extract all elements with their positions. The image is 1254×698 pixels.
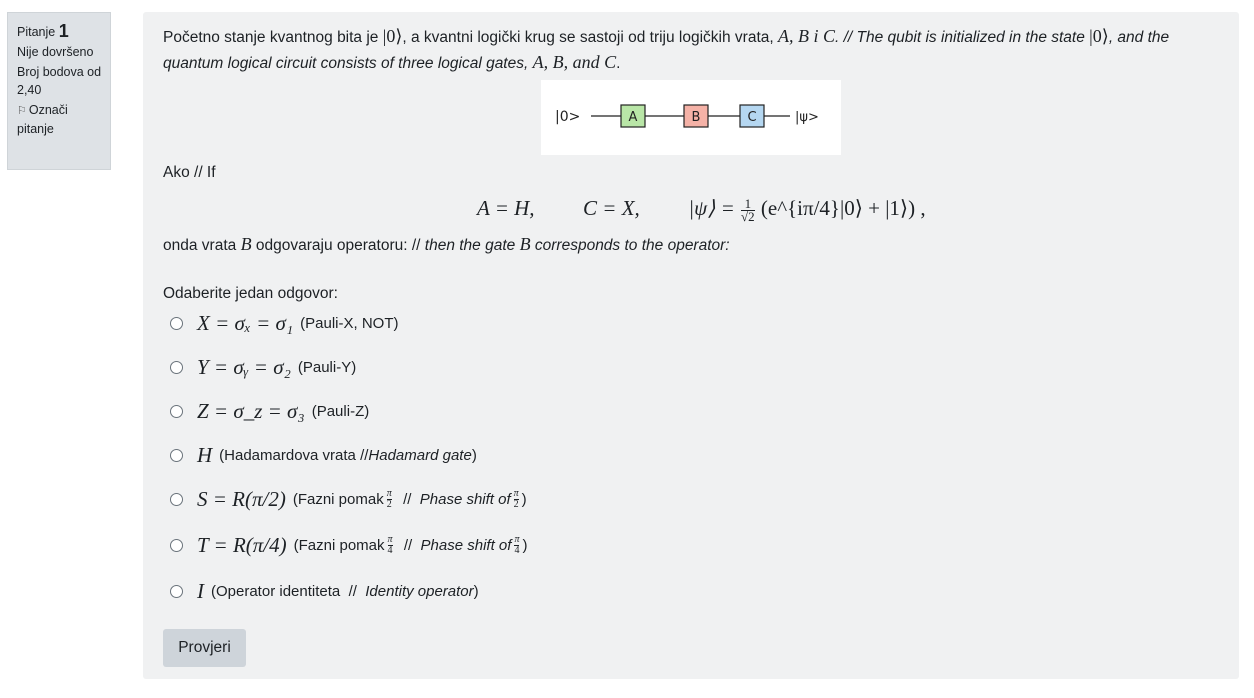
circuit-svg xyxy=(541,80,841,155)
flag-label: Označi pitanje xyxy=(17,103,68,136)
circuit-diagram xyxy=(541,80,841,155)
answer-prompt: Odaberite jedan odgovor: xyxy=(163,285,338,302)
answer-option-i[interactable]: I (Operator identiteta // Identity operator ) xyxy=(170,579,479,603)
pi-fraction: $\frac{\pi}{2}$ xyxy=(513,487,519,510)
question-prompt-text: onda vrata B odgovaraju operatoru: // then the gate B corresponds to the operator: xyxy=(163,234,730,254)
radio-button[interactable] xyxy=(170,361,183,374)
question-marks: Broj bodova od 2,40 xyxy=(17,65,102,97)
one-over-sqrt2: $\frac{1}{√2}$ xyxy=(741,195,755,224)
pi-fraction: $\frac{\pi}{2}$ xyxy=(386,487,392,510)
circuit-output-label: |ψ> xyxy=(795,110,819,125)
gate-c-label: C xyxy=(747,110,757,125)
answer-option-s[interactable]: S = R(π/2) (Fazni pomak $\frac{\pi}{2}$ // Phase shift of $\frac{\pi}{2}$ ) xyxy=(170,487,527,511)
gate-b-label: B xyxy=(691,110,701,125)
answer-option-t[interactable]: T = R(π/4) (Fazni pomak $\frac{\pi}{4}$ // Phase shift of $\frac{\pi}{4}$ ) xyxy=(170,533,527,557)
question-state: Nije dovršeno xyxy=(17,45,94,59)
answer-option-x[interactable]: X = σₓ = σ₁ (Pauli-X, NOT) xyxy=(170,311,399,335)
question-number xyxy=(17,22,102,41)
given-formula: A = H, C = X, |ψ⟩ = $\frac{1}{√2}$ (e^{iπ/4}|0⟩ + |1⟩) , xyxy=(477,195,926,224)
question-info-panel xyxy=(7,12,111,170)
radio-button[interactable] xyxy=(170,539,183,552)
question-text: Početno stanje kvantnog bita je |0⟩, a kvantni logički krug se sastoji od triju logičkih vrata, A, B i C. // The qubit is initialized in the state |0⟩, and the quantum logical circuit consists of three logical gates, A, B, and C. xyxy=(163,26,1170,72)
radio-button[interactable] xyxy=(170,317,183,330)
pi-fraction: $\frac{\pi}{4}$ xyxy=(514,533,520,556)
gate-a-label: A xyxy=(628,110,638,125)
if-label: Ako // If xyxy=(163,164,216,181)
pi-fraction: $\frac{\pi}{4}$ xyxy=(387,533,393,556)
radio-button[interactable] xyxy=(170,493,183,506)
question-number-value: 1 xyxy=(58,21,69,41)
check-button[interactable]: Provjeri xyxy=(163,629,246,667)
radio-button[interactable] xyxy=(170,449,183,462)
flag-question-link[interactable] xyxy=(17,101,102,138)
question-content xyxy=(143,12,1239,679)
answer-option-z[interactable]: Z = σ_z = σ₃ (Pauli-Z) xyxy=(170,399,369,423)
flag-icon: ⚐ xyxy=(17,105,27,117)
question-label: Pitanje xyxy=(17,25,56,39)
answer-option-y[interactable]: Y = σᵧ = σ₂ (Pauli-Y) xyxy=(170,355,356,379)
radio-button[interactable] xyxy=(170,585,183,598)
radio-button[interactable] xyxy=(170,405,183,418)
answer-option-h[interactable]: H (Hadamardova vrata // Hadamard gate ) xyxy=(170,443,477,467)
circuit-input-label: |0> xyxy=(555,109,581,125)
